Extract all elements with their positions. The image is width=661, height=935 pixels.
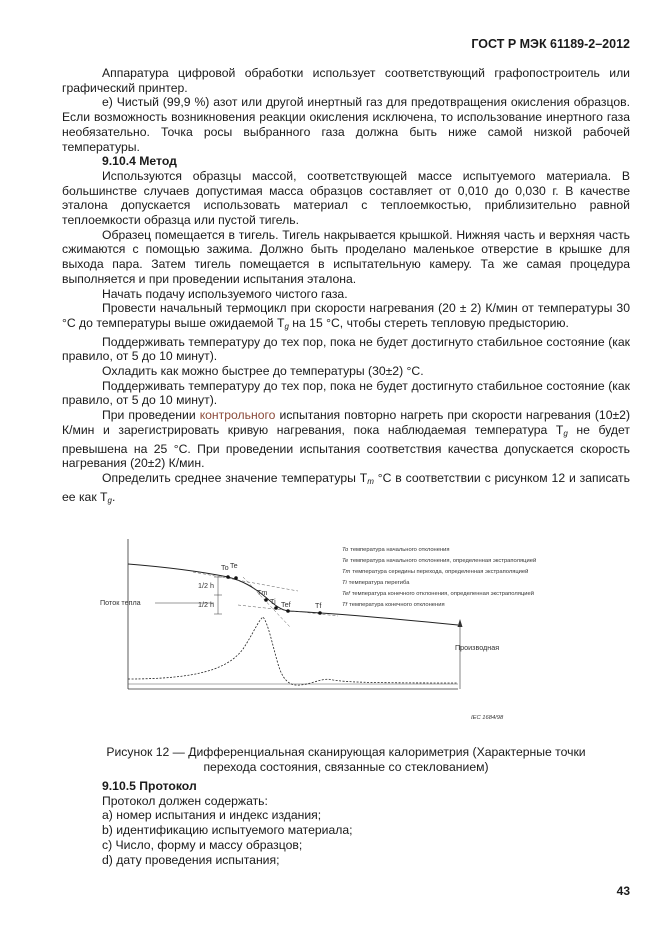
point-label-te: Te — [230, 561, 238, 570]
text-run: . — [111, 489, 116, 504]
legend-entry — [342, 602, 445, 608]
legend-symbol: Tm — [342, 569, 351, 575]
legend-symbol: To — [342, 547, 349, 553]
point-tef — [286, 609, 290, 613]
point-label-tef: Tef — [281, 600, 291, 609]
point-ti — [274, 606, 278, 610]
text-run: Провести начальный термоцикл при скорости нагревания (20 ± 2) К/мин от температуры 30 °С до температуры выше ожидаемой T — [62, 301, 630, 330]
legend-symbol: Tf — [342, 602, 348, 608]
paragraph-cool: Охладить как можно быстрее до температуры (30±2) °С. — [102, 364, 424, 379]
list-item: b) идентификацию испытуемого материала; — [102, 823, 353, 838]
point-label-ti: Ti — [270, 597, 276, 606]
point-te — [234, 576, 238, 580]
point-label-tf: Tf — [315, 601, 322, 610]
paragraph-mean-temperature — [62, 471, 630, 508]
text-run: При проведении — [102, 408, 200, 423]
protocol-intro: Протокол должен содержать: — [102, 793, 268, 808]
body-text-upper — [62, 66, 630, 508]
point-tm — [264, 598, 268, 602]
figure-legend — [342, 547, 536, 608]
list-item: a) номер испытания и индекс издания; — [102, 808, 322, 823]
page-number: 43 — [616, 884, 630, 898]
legend-text: температура середины перехода, определенная экстраполяцией — [352, 569, 529, 575]
legend-text: температура начального отклонения, определенная экстраполяцией — [350, 558, 537, 564]
legend-entry — [342, 557, 536, 564]
legend-entry — [342, 590, 534, 597]
subscript: g — [284, 321, 289, 331]
point-to — [226, 575, 230, 579]
subscript: m — [367, 476, 374, 486]
paragraph-printer: Аппаратура цифровой обработки использует соответствующий графопостроитель или графический принтер. — [62, 66, 630, 95]
point-label-to: To — [221, 563, 229, 572]
legend-entry — [342, 547, 450, 553]
figure-caption — [62, 745, 630, 774]
legend-text: температура конечного отклонения — [349, 602, 445, 608]
text-run: не будет превышена на 25 °С. При проведении испытания соответствия качества допускается скорость нагревания (20±2) К/мин. — [62, 422, 630, 471]
derivative-label: Производная — [455, 643, 500, 652]
body-text-lower — [62, 779, 630, 867]
legend-entry — [342, 568, 528, 575]
control-test-link[interactable]: контрольного — [199, 408, 276, 423]
paragraph-samples: Используются образцы массой, соответствующей массе испытуемого материала. В большинстве случаев допустимая масса образцов составляет от 0,010 до 0,030 г. В качестве эталона допускается использовать материал с теплоемкостью, приблизительно равной теплоемкости образца или пустой тигель. — [62, 168, 630, 228]
dsc-figure — [100, 539, 538, 724]
text-run: Определить среднее значение температуры T — [102, 470, 368, 485]
half-height-label-bottom: 1/2 h — [198, 600, 214, 609]
half-height-label-top: 1/2 h — [198, 581, 214, 590]
subscript: g — [107, 495, 112, 505]
legend-text: температура начального отклонения — [350, 547, 450, 553]
text-run: °С в соответствии с рисунком 12 и записать ее как T — [62, 470, 630, 504]
paragraph-hold-2: Поддерживать температуру до тех пор, пока не будет достигнуто стабильное состояние (как правило, от 5 до 10 минут). — [62, 378, 630, 408]
paragraph-hold-1: Поддерживать температуру до тех пор, пока не будет достигнуто стабильное состояние (как правило, от 5 до 10 минут). — [62, 334, 630, 364]
legend-symbol: Te — [342, 558, 349, 564]
derivative-axis-arrow-icon — [458, 619, 463, 627]
subscript: g — [563, 428, 568, 438]
paragraph-reheat — [62, 408, 630, 471]
text-run: на 15 °С, чтобы стереть тепловую предысторию. — [288, 315, 569, 330]
point-label-tm: Tm — [257, 588, 268, 597]
legend-entry — [342, 580, 410, 586]
caption-line-2: перехода состояния, связанные со стеклованием) — [203, 759, 489, 774]
paragraph-nitrogen: е) Чистый (99,9 %) азот или другой инертный газ для предотвращения окисления образцов. Если возможность возникновения реакции окисления исключена, то использование инертного газа необязательно. Точка росы выбранного газа должна быть ниже самой низкой рабочей температуры. — [62, 95, 630, 154]
text-run: испытания повторно нагреть при скорости нагревания (10±2) К/мин и зарегистрировать кривую нагревания, пока наблюдаемая температура T — [62, 408, 631, 437]
section-heading-method: 9.10.4 Метод — [102, 154, 177, 169]
list-item: d) дату проведения испытания; — [102, 852, 280, 867]
caption-line-1: Рисунок 12 — Дифференциальная сканирующая калориметрия (Характерные точки — [106, 745, 586, 759]
paragraph-crucible: Образец помещается в тигель. Тигель накрывается крышкой. Нижняя часть и верхняя часть сжимаются с помощью зажима. Должно быть проделано маленькое отверстие в крышке для выхода пара. Затем тигель помещается в испытательную камеру. Та же самая процедура выполняется и при проведении испытания эталона. — [62, 227, 630, 286]
legend-text: температура перегиба — [348, 580, 410, 586]
point-tf — [318, 611, 322, 615]
paragraph-initial-cycle — [62, 301, 630, 334]
derivative-curve — [128, 617, 458, 685]
list-item: c) Число, форму и массу образцов; — [102, 837, 303, 852]
legend-text: температура конечного отклонения, определенная экстраполяцией — [351, 591, 534, 597]
document-header: ГОСТ Р МЭК 61189-2–2012 — [471, 37, 630, 51]
paragraph-gas-flow: Начать подачу используемого чистого газа. — [102, 286, 348, 301]
legend-symbol: Tef — [342, 591, 350, 597]
iec-mark: IEC 1684/98 — [471, 715, 504, 721]
legend-symbol: Ti — [342, 580, 347, 586]
heat-flow-label: Поток тепла — [100, 598, 141, 607]
section-heading-protocol: 9.10.5 Протокол — [102, 779, 197, 793]
